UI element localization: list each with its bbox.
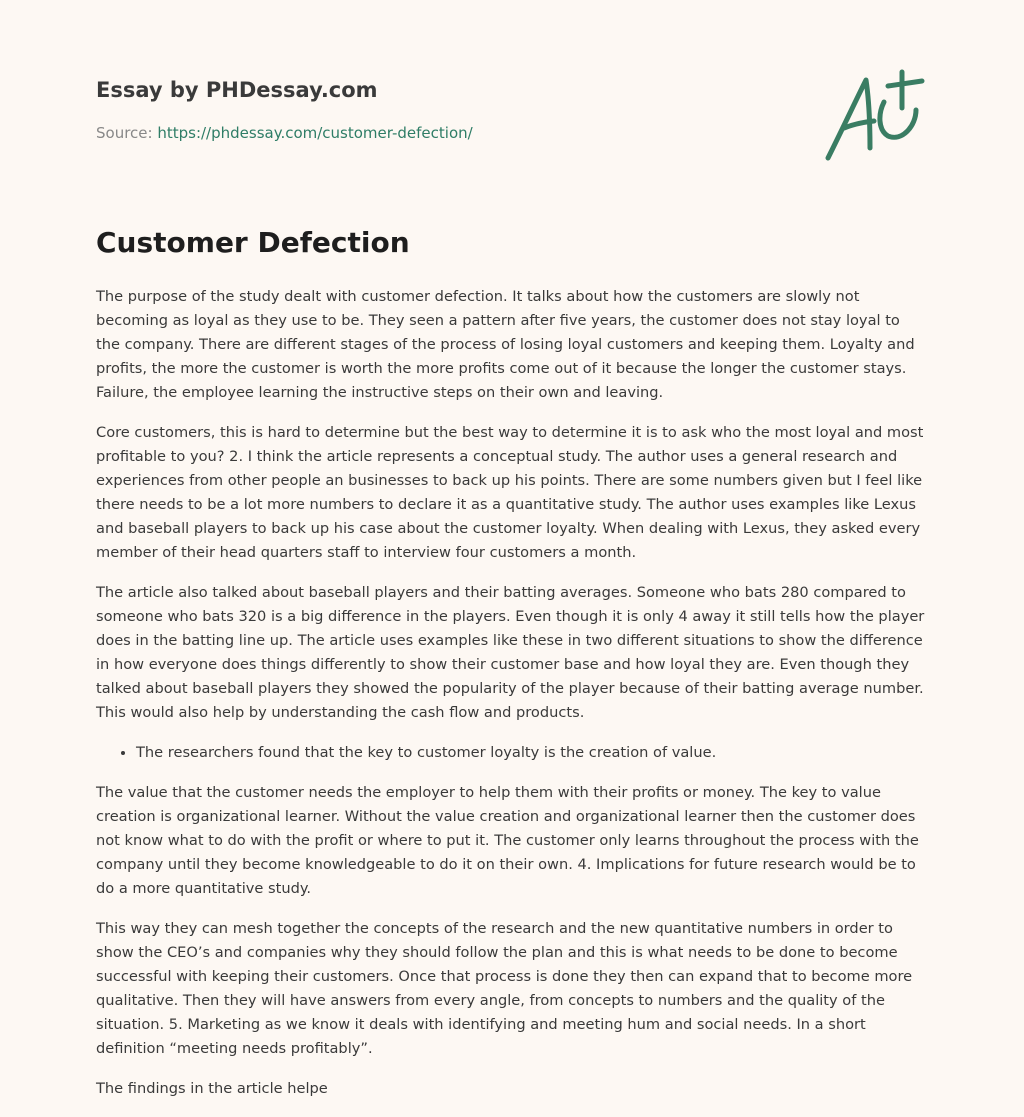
paragraph-4: The value that the customer needs the employer to help them with their profits or money. The key to value creation is organizational learner. Without the value creation and organizational learner then the customer does not know what to do with the profit or where to put it. The customer only learns throughout the process with the company until they become knowledgeable to do it on their own. 4. Implications for future research would be to do a more quantitative study. [96,784,919,897]
source-link[interactable]: https://phdessay.com/customer-defection/ [157,124,473,142]
source-line [96,124,473,142]
paragraph-1: The purpose of the study dealt with customer defection. It talks about how the customers are slowly not becoming as loyal as they use to be. They seen a pattern after five years, the customer does not stay loyal to the company. There are different stages of the process of losing loyal customers and keeping them. Loyalty and profits, the more the customer is worth the more profits come out of it because the longer the customer stays. Failure, the employee learning the instructive steps on their own and leaving. [96,288,915,401]
article-title: Customer Defection [96,226,410,259]
paragraph-5: This way they can mesh together the concepts of the research and the new quantitative numbers in order to show the CEO’s and companies why they should follow the plan and this is what needs to be done to become successful with keeping their customers. Once that process is done they then can expand that to become more qualitative. Then they will have answers from every angle, from concepts to numbers and the quality of the situation. 5. Marketing as we know it deals with identifying and meeting hum and social needs. In a short definition “meeting needs profitably”. [96,920,913,1057]
a-plus-logo-icon [822,66,926,164]
paragraph-3: The article also talked about baseball players and their batting averages. Someone who bats 280 compared to someone who bats 320 is a big difference in the players. Even though it is only 4 away it still tells how the player does in the batting line up. The article uses examples like these in two different situations to show the difference in how everyone does things differently to show their customer base and how loyal they are. Even though they talked about baseball players they showed the popularity of the player because of their batting average number. This would also help by understanding the cash flow and products. [96,584,925,721]
paragraph-6: The findings in the article helpe [96,1080,328,1097]
source-label: Source: [96,124,158,142]
article-body [96,285,928,1117]
bullet-item: • The researchers found that the key to customer loyalty is the creation of value. [136,741,928,765]
bullet-list [96,741,928,765]
site-title: Essay by PHDessay.com [96,78,378,102]
paragraph-2: Core customers, this is hard to determine but the best way to determine it is to ask who the most loyal and most profitable to you? 2. I think the article represents a conceptual study. The author uses a general research and experiences from other people an businesses to back up his points. There are some numbers given but I feel like there needs to be a lot more numbers to declare it as a quantitative study. The author uses examples like Lexus and baseball players to back up his case about the customer loyalty. When dealing with Lexus, they asked every member of their head quarters staff to interview four customers a month. [96,424,924,561]
